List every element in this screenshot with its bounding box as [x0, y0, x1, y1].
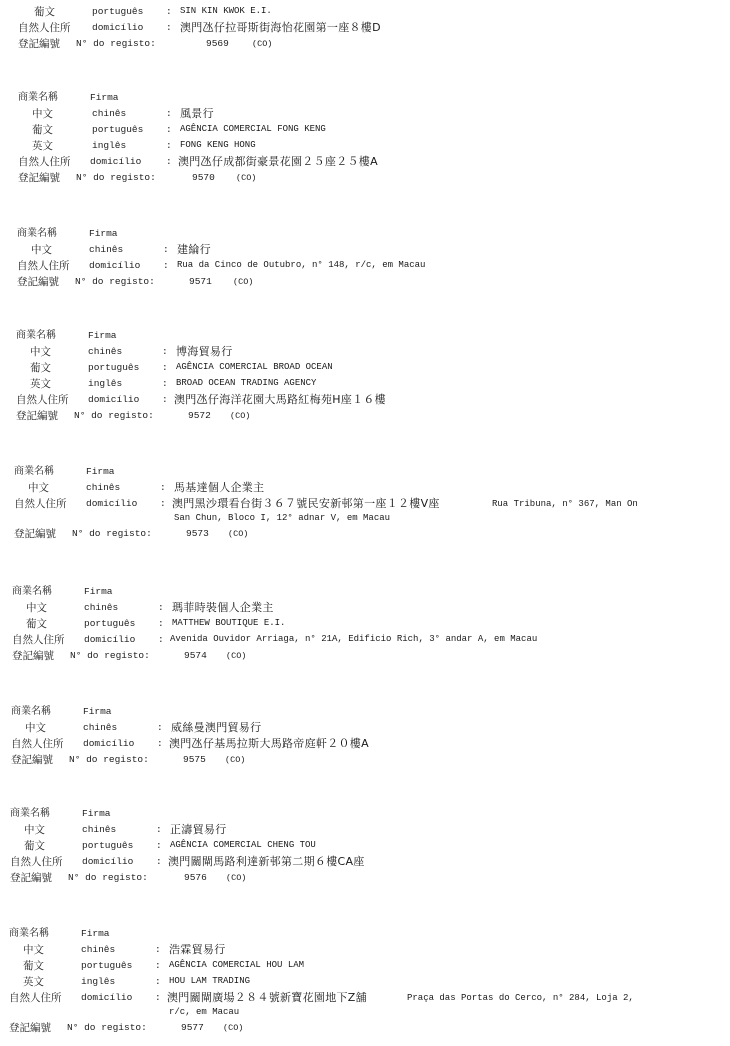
- firm-label-zh: 商業名稱: [10, 808, 50, 819]
- registry-label-pt: N° do registo:: [76, 172, 156, 183]
- registry-entry: [12, 584, 730, 664]
- registry-label-pt: N° do registo:: [72, 528, 152, 539]
- firm-header-row: [14, 464, 730, 480]
- firm-label-zh: 商業名稱: [16, 330, 56, 341]
- domicile-label-pt: domicílio: [90, 156, 142, 167]
- chinese-label-zh: 中文: [32, 108, 53, 120]
- firm-label-zh: 商業名稱: [18, 92, 58, 103]
- domicile-label-pt: domicílio: [88, 394, 140, 405]
- firm-label-pt: Firma: [86, 466, 115, 477]
- firm-name-chinese: 浩霖貿易行: [169, 943, 226, 956]
- firm-label-zh: 商業名稱: [17, 228, 57, 239]
- chinese-label-pt: chinês: [84, 602, 119, 613]
- firm-name-chinese: 正濤貿易行: [170, 823, 227, 836]
- domicile-value-portuguese-cont: San Chun, Bloco I, 12° adnar V, em Macau: [174, 513, 391, 523]
- domicile-label-zh: 自然人住所: [11, 738, 64, 750]
- chinese-label-zh: 中文: [28, 482, 49, 494]
- domicile-row: [10, 854, 730, 870]
- registry-label-zh: 登記編號: [16, 410, 58, 422]
- domicile-label-zh: 自然人住所: [18, 156, 71, 168]
- colon: :: [158, 618, 164, 629]
- portuguese-row: [18, 4, 730, 20]
- registry-number: 9570: [192, 172, 215, 183]
- domicile-label-zh: 自然人住所: [14, 498, 67, 510]
- colon: :: [166, 22, 172, 33]
- registry-number: 9572: [188, 410, 211, 421]
- colon: :: [163, 260, 169, 271]
- english-label-pt: inglês: [81, 976, 116, 987]
- firm-label-pt: Firma: [90, 92, 119, 103]
- chinese-row: [16, 344, 730, 360]
- registry-number: 9576: [184, 872, 207, 883]
- firm-label-zh: 商業名稱: [9, 928, 49, 939]
- colon: :: [156, 824, 162, 835]
- firm-name-chinese: 建綸行: [177, 243, 211, 256]
- firm-name-portuguese: SIN KIN KWOK E.I.: [180, 6, 272, 16]
- domicile-value-portuguese: Rua Tribuna, n° 367, Man On: [492, 499, 638, 509]
- registry-label-zh: 登記編號: [17, 276, 59, 288]
- domicile-row: [9, 990, 729, 1020]
- registry-label-zh: 登記編號: [18, 38, 60, 50]
- registry-row: [17, 274, 730, 290]
- portuguese-row: [12, 616, 730, 632]
- domicile-value: Avenida Ouvidor Arriaga, n° 21A, Edificio Rich, 3° andar A, em Macau: [170, 634, 538, 644]
- colon: :: [155, 944, 161, 955]
- registry-suffix: (CO): [225, 755, 246, 765]
- portuguese-label-pt: português: [92, 6, 144, 17]
- firm-label-pt: Firma: [83, 706, 112, 717]
- colon: :: [158, 602, 164, 613]
- firm-header-row: [9, 926, 729, 942]
- registry-suffix: (CO): [236, 173, 257, 183]
- domicile-label-zh: 自然人住所: [10, 856, 63, 868]
- colon: :: [158, 634, 164, 645]
- registry-suffix: (CO): [226, 651, 247, 661]
- registry-suffix: (CO): [233, 277, 254, 287]
- registry-label-pt: N° do registo:: [69, 754, 149, 765]
- chinese-row: [12, 600, 730, 616]
- domicile-label-zh: 自然人住所: [9, 992, 62, 1004]
- registry-number: 9573: [186, 528, 209, 539]
- domicile-label-zh: 自然人住所: [18, 22, 71, 34]
- registry-suffix: (CO): [223, 1023, 244, 1033]
- chinese-label-pt: chinês: [86, 482, 121, 493]
- registry-suffix: (CO): [230, 411, 251, 421]
- chinese-row: [18, 106, 730, 122]
- registry-entry: [10, 806, 730, 886]
- firm-header-row: [16, 328, 730, 344]
- registry-label-pt: N° do registo:: [67, 1022, 147, 1033]
- firm-name-portuguese: AGÊNCIA COMERCIAL HOU LAM: [169, 960, 305, 970]
- chinese-label-zh: 中文: [23, 944, 44, 956]
- firm-header-row: [11, 704, 730, 720]
- domicile-label-pt: domicílio: [82, 856, 134, 867]
- english-label-zh: 英文: [32, 140, 53, 152]
- domicile-label-pt: domicílio: [92, 22, 144, 33]
- firm-name-chinese: 瑪菲時裝個人企業主: [172, 601, 274, 614]
- firm-name-portuguese: AGÊNCIA COMERCIAL CHENG TOU: [170, 840, 316, 850]
- portuguese-label-zh: 葡文: [24, 840, 45, 852]
- firm-name-english: HOU LAM TRADING: [169, 976, 251, 986]
- registry-suffix: (CO): [252, 39, 273, 49]
- chinese-label-pt: chinês: [88, 346, 123, 357]
- domicile-value: 澳門氹仔成都街豪景花園２５座２５樓A: [178, 155, 378, 168]
- colon: :: [162, 362, 168, 373]
- registry-row: [18, 170, 730, 186]
- chinese-label-pt: chinês: [92, 108, 127, 119]
- chinese-label-zh: 中文: [30, 346, 51, 358]
- chinese-label-pt: chinês: [82, 824, 117, 835]
- colon: :: [157, 722, 163, 733]
- chinese-label-zh: 中文: [26, 602, 47, 614]
- registry-label-zh: 登記編號: [9, 1022, 51, 1034]
- registry-row: [9, 1020, 729, 1036]
- registry-number: 9569: [206, 38, 229, 49]
- registry-entry: [14, 464, 730, 542]
- registry-entry: [9, 926, 729, 1036]
- chinese-row: [9, 942, 729, 958]
- registry-row: [12, 648, 730, 664]
- firm-header-row: [18, 90, 730, 106]
- registry-label-pt: N° do registo:: [68, 872, 148, 883]
- portuguese-row: [10, 838, 730, 854]
- registry-label-zh: 登記編號: [12, 650, 54, 662]
- domicile-value-portuguese: Praça das Portas do Cerco, n° 284, Loja 2,: [407, 993, 634, 1003]
- registry-label-zh: 登記編號: [11, 754, 53, 766]
- portuguese-label-pt: português: [88, 362, 140, 373]
- chinese-row: [14, 480, 730, 496]
- chinese-row: [10, 822, 730, 838]
- firm-header-row: [10, 806, 730, 822]
- colon: :: [156, 856, 162, 867]
- colon: :: [162, 378, 168, 389]
- registry-suffix: (CO): [228, 529, 249, 539]
- firm-label-pt: Firma: [82, 808, 111, 819]
- registry-entry: [18, 4, 730, 52]
- english-row: [18, 138, 730, 154]
- firm-label-pt: Firma: [88, 330, 117, 341]
- domicile-row: [12, 632, 730, 648]
- portuguese-label-pt: português: [84, 618, 136, 629]
- registry-number: 9575: [183, 754, 206, 765]
- firm-name-chinese: 博海貿易行: [176, 345, 233, 358]
- firm-label-zh: 商業名稱: [11, 706, 51, 717]
- portuguese-label-pt: português: [81, 960, 133, 971]
- registry-row: [18, 36, 730, 52]
- firm-name-chinese: 威絲曼澳門貿易行: [171, 721, 262, 734]
- colon: :: [155, 992, 161, 1003]
- firm-name-portuguese: MATTHEW BOUTIQUE E.I.: [172, 618, 286, 628]
- colon: :: [160, 498, 166, 509]
- chinese-label-zh: 中文: [24, 824, 45, 836]
- domicile-row: [18, 154, 730, 170]
- portuguese-label-zh: 葡文: [34, 6, 55, 18]
- colon: :: [162, 346, 168, 357]
- registry-label-pt: N° do registo:: [75, 276, 155, 287]
- registry-entry: [17, 226, 730, 290]
- colon: :: [166, 6, 172, 17]
- registry-label-zh: 登記編號: [18, 172, 60, 184]
- english-row: [9, 974, 729, 990]
- registry-label-pt: N° do registo:: [70, 650, 150, 661]
- domicile-label-zh: 自然人住所: [17, 260, 70, 272]
- registry-number: 9574: [184, 650, 207, 661]
- english-row: [16, 376, 730, 392]
- firm-name-portuguese: AGÊNCIA COMERCIAL BROAD OCEAN: [176, 362, 333, 372]
- firm-name-portuguese: AGÊNCIA COMERCIAL FONG KENG: [180, 124, 326, 134]
- registry-entry: [11, 704, 730, 768]
- colon: :: [160, 482, 166, 493]
- colon: :: [166, 108, 172, 119]
- domicile-row: [11, 736, 730, 752]
- firm-label-pt: Firma: [81, 928, 110, 939]
- portuguese-label-zh: 葡文: [26, 618, 47, 630]
- domicile-label-pt: domicílio: [86, 498, 138, 509]
- domicile-value: 澳門關閘馬路利達新邨第二期６樓CA座: [168, 855, 365, 868]
- colon: :: [156, 840, 162, 851]
- colon: :: [163, 244, 169, 255]
- english-label-pt: inglês: [92, 140, 127, 151]
- portuguese-row: [9, 958, 729, 974]
- domicile-row: [16, 392, 730, 408]
- domicile-label-zh: 自然人住所: [16, 394, 69, 406]
- registry-number: 9571: [189, 276, 212, 287]
- firm-header-row: [17, 226, 730, 242]
- english-label-zh: 英文: [23, 976, 44, 988]
- registry-label-zh: 登記編號: [14, 528, 56, 540]
- domicile-row: [18, 20, 730, 36]
- domicile-label-pt: domicílio: [83, 738, 135, 749]
- registry-row: [14, 526, 730, 542]
- domicile-label-pt: domicílio: [89, 260, 141, 271]
- domicile-value-portuguese-cont: r/c, em Macau: [169, 1007, 240, 1017]
- registry-row: [10, 870, 730, 886]
- colon: :: [155, 976, 161, 987]
- english-label-pt: inglês: [88, 378, 123, 389]
- chinese-label-pt: chinês: [81, 944, 116, 955]
- registry-entry: [18, 90, 730, 186]
- firm-label-pt: Firma: [89, 228, 118, 239]
- registry-entry: [16, 328, 730, 424]
- registry-row: [11, 752, 730, 768]
- chinese-row: [17, 242, 730, 258]
- portuguese-label-pt: português: [82, 840, 134, 851]
- firm-name-english: FONG KENG HONG: [180, 140, 256, 150]
- domicile-label-pt: domicílio: [84, 634, 136, 645]
- colon: :: [162, 394, 168, 405]
- domicile-row: [17, 258, 730, 274]
- portuguese-label-pt: português: [92, 124, 144, 135]
- colon: :: [166, 156, 172, 167]
- chinese-label-zh: 中文: [25, 722, 46, 734]
- colon: :: [155, 960, 161, 971]
- english-label-zh: 英文: [30, 378, 51, 390]
- domicile-value: 澳門氹仔基馬拉斯大馬路帝庭軒２０樓A: [169, 737, 369, 750]
- portuguese-label-zh: 葡文: [23, 960, 44, 972]
- firm-name-chinese: 馬基達個人企業主: [174, 481, 265, 494]
- firm-label-zh: 商業名稱: [12, 586, 52, 597]
- domicile-row: [14, 496, 730, 526]
- colon: :: [157, 738, 163, 749]
- chinese-label-pt: chinês: [83, 722, 118, 733]
- portuguese-label-zh: 葡文: [32, 124, 53, 136]
- firm-label-zh: 商業名稱: [14, 466, 54, 477]
- domicile-value: 澳門氹仔海洋花園大馬路紅梅苑H座１６樓: [174, 393, 386, 406]
- registry-label-pt: N° do registo:: [76, 38, 156, 49]
- chinese-row: [11, 720, 730, 736]
- firm-label-pt: Firma: [84, 586, 113, 597]
- colon: :: [166, 124, 172, 135]
- registry-label-zh: 登記編號: [10, 872, 52, 884]
- firm-name-english: BROAD OCEAN TRADING AGENCY: [176, 378, 317, 388]
- firm-name-chinese: 風景行: [180, 107, 214, 120]
- registry-suffix: (CO): [226, 873, 247, 883]
- registry-label-pt: N° do registo:: [74, 410, 154, 421]
- chinese-label-zh: 中文: [31, 244, 52, 256]
- registry-row: [16, 408, 730, 424]
- chinese-label-pt: chinês: [89, 244, 124, 255]
- domicile-label-pt: domicílio: [81, 992, 133, 1003]
- colon: :: [166, 140, 172, 151]
- domicile-value-chinese: 澳門黑沙環看台街３６７號民安新邨第一座１２樓V座: [172, 497, 440, 510]
- portuguese-label-zh: 葡文: [30, 362, 51, 374]
- portuguese-row: [16, 360, 730, 376]
- domicile-value: Rua da Cinco de Outubro, n° 148, r/c, em Macau: [177, 260, 426, 270]
- firm-header-row: [12, 584, 730, 600]
- domicile-value: 澳門氹仔拉哥斯街海怡花園第一座８樓D: [180, 21, 381, 34]
- domicile-value-chinese: 澳門關閘廣場２８４號新寶花園地下Z舖: [167, 991, 367, 1004]
- registry-number: 9577: [181, 1022, 204, 1033]
- portuguese-row: [18, 122, 730, 138]
- domicile-label-zh: 自然人住所: [12, 634, 65, 646]
